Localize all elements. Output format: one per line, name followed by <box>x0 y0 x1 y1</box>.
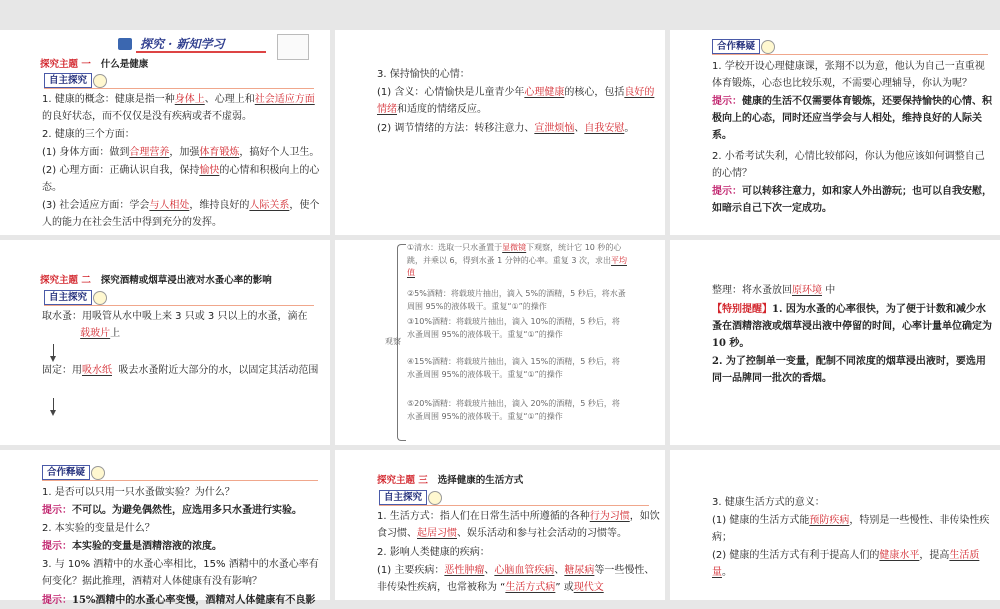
question-2: 2. 小希考试失利，心情比较郁闷，你认为他应该如何调整自己的心情？ <box>712 151 985 179</box>
slide-panel-7 <box>0 450 330 606</box>
tag-divider <box>379 505 649 506</box>
aspect-mental: (2) 心理方面：正确认识自我，保持愉快的心情和积极向上的心态。 <box>42 165 320 193</box>
observe-step-2: ②5%酒精：将载玻片抽出，滴入 5%的酒精，5 秒后，将水蚤周围 95%的液体吸干。重复“①”的操作 <box>407 289 626 311</box>
lightbulb-icon <box>428 491 442 505</box>
diseases-heading: 2. 影响人类健康的疾病： <box>377 547 490 558</box>
banner-book-icon <box>118 38 132 50</box>
banner-note-icon <box>277 34 309 60</box>
tag-divider <box>44 88 314 89</box>
slide-panel-3 <box>670 30 1000 235</box>
question-3: 3. 与 10% 酒精中的水蚤心率相比，15% 酒精中的水蚤心率有何变化？据此推理，酒精对人体健康有没有影响？ <box>42 559 319 587</box>
lifestyle-meaning-2: (2) 健康的生活方式有利于提高人们的健康水平，提高生活质量。 <box>712 550 980 578</box>
slide-panel-5 <box>335 240 665 445</box>
aspect-social: (3) 社会适应方面：学会与人相处，维持良好的人际关系，使个人的能力在社会生活中得到充分的发挥。 <box>42 200 320 228</box>
happy-mood-heading: 3. 保持愉快的心情： <box>377 69 470 80</box>
banner-underline <box>136 51 266 53</box>
topic-heading: 探究主题 二 探究酒精或烟草浸出液对水蚤心率的影响 <box>40 275 272 286</box>
health-concept: 1. 健康的概念：健康是指一种身体上、心理上和社会适应方面的良好状态，而不仅仅是没有疾病或者不虚弱。 <box>42 94 315 122</box>
question-1: 1. 是否可以只用一只水蚤做实验？为什么？ <box>42 487 235 498</box>
observe-step-3: ③10%酒精：将载玻片抽出，滴入 10%的酒精，5 秒后，将水蚤周围 95%的液体吸干。重复“①”的操作 <box>407 317 620 339</box>
observe-step-5: ⑤20%酒精：将载玻片抽出，滴入 20%的酒精，5 秒后，将水蚤周围 95%的液体吸干。重复“①”的操作 <box>407 399 620 421</box>
question-1: 1. 学校开设心理健康课，张翔不以为意，他认为自己一直重视体育锻炼，心态也比较乐观，不需要心理辅导，你认为呢？ <box>712 61 985 89</box>
three-aspects: 2. 健康的三个方面： <box>42 129 135 140</box>
tag-divider <box>712 54 988 55</box>
self-explore-tag: 自主探究 <box>379 489 427 506</box>
lightbulb-icon <box>93 291 107 305</box>
hint-3: 提示：15%酒精中的水蚤心率变慢，酒精对人体健康有不良影 <box>42 595 316 606</box>
happy-mood-meaning: (1) 含义：心情愉快是儿童青少年心理健康的核心，包括良好的情绪和适度的情绪反应。 <box>377 87 655 115</box>
slide-panel-4 <box>0 240 330 445</box>
topic-heading: 探究主题 三 选择健康的生活方式 <box>377 475 524 486</box>
lifestyle-meaning-1: (1) 健康的生活方式能预防疾病，特别是一些慢性、非传染性疾病； <box>712 515 990 543</box>
emotion-methods: (2) 调节情绪的方法：转移注意力、宣泄烦恼、自我安慰。 <box>377 123 635 134</box>
flow-arrow-icon <box>50 410 56 416</box>
self-explore-tag: 自主探究 <box>44 72 92 89</box>
hint-1: 提示：健康的生活不仅需要体育锻炼，还要保持愉快的心情、积极向上的心态，同时还应当学会与人相处，维持良好的人际关系。 <box>712 96 992 141</box>
banner-title: 探究 · 新知学习 <box>140 37 225 51</box>
slide-panel-6 <box>670 240 1000 445</box>
slide-panel-1 <box>0 30 330 235</box>
cooperate-tag: 合作释疑 <box>42 464 90 481</box>
lifestyle-definition: 1. 生活方式：指人们在日常生活中所遵循的各种行为习惯，如饮食习惯、起居习惯、娱乐活动和参与社会活动的习惯等。 <box>377 511 660 539</box>
special-tip-1: 【特别提醒】1. 因为水蚤的心率很快，为了便于计数和减少水蚤在酒精溶液或烟草浸出液中停留的时间，心率计量单位确定为 10 秒。 <box>712 304 992 349</box>
tag-divider <box>44 305 314 306</box>
aspect-physical: (1) 身体方面：做到合理营养，加强体育锻炼，搞好个人卫生。 <box>42 147 320 158</box>
hint-2: 提示：本实验的变量是酒精溶液的浓度。 <box>42 541 222 552</box>
lifestyle-meaning-heading: 3. 健康生活方式的意义： <box>712 497 825 508</box>
question-2: 2. 本实验的变量是什么？ <box>42 523 155 534</box>
lightbulb-icon <box>91 466 105 480</box>
hint-1: 提示：不可以。为避免偶然性，应选用多只水蚤进行实验。 <box>42 505 302 516</box>
step-fix-daphnia: 固定：用吸水纸 吸去水蚤附近大部分的水，以固定其活动范围 <box>42 365 319 376</box>
observe-step-1: ①清水：选取一只水蚤置于显微镜下观察，统计它 10 秒的心跳，并乘以 6，得到水蚤 1 分钟的心率。重复 3 次，求出平均值 <box>407 243 627 277</box>
main-diseases: (1) 主要疾病：恶性肿瘤、心脑血管疾病、糖尿病等一些慢性、非传染性疾病，也常被称为 “生活方式病” 或现代文 <box>377 565 655 593</box>
observe-step-4: ④15%酒精：将载玻片抽出，滴入 15%的酒精，5 秒后，将水蚤周围 95%的液体吸干。重复“①”的操作 <box>407 357 620 379</box>
slide-panel-2 <box>335 30 665 235</box>
slide-panel-9 <box>670 450 1000 600</box>
slide-panel-8 <box>335 450 665 600</box>
cooperate-tag: 合作释疑 <box>712 38 760 55</box>
topic-heading: 探究主题 一 什么是健康 <box>40 59 149 70</box>
self-explore-tag: 自主探究 <box>44 289 92 306</box>
hint-2: 提示：可以转移注意力，如和家人外出游玩；也可以自我安慰，如暗示自己下次一定成功。 <box>712 186 992 214</box>
lightbulb-icon <box>761 40 775 54</box>
lightbulb-icon <box>93 74 107 88</box>
tag-divider <box>42 480 318 481</box>
step-take-daphnia: 取水蚤：用吸管从水中吸上来 3 只或 3 只以上的水蚤，滴在 载玻片上 <box>42 311 308 339</box>
observe-label: 观察 <box>385 337 401 346</box>
special-tip-2: 2. 为了控制单一变量，配制不同浓度的烟草浸出液时，要选用同一品牌同一批次的香烟。 <box>712 356 986 384</box>
step-return-daphnia: 整理：将水蚤放回原环境 中 <box>712 285 836 296</box>
